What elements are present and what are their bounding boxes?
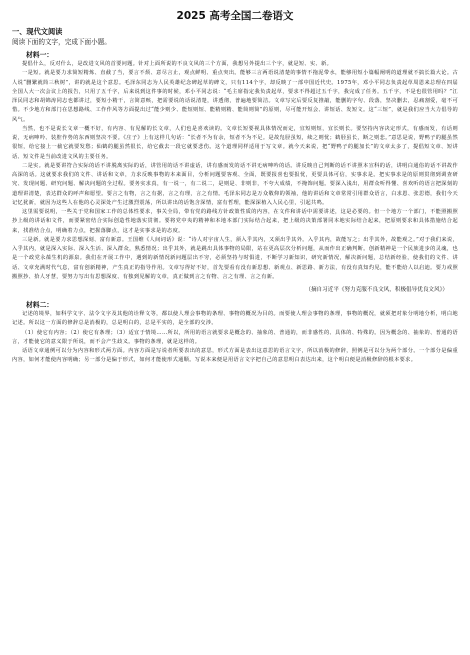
material-two-paragraph: 话语文章通例可以分为内容和形式两方面。内容方面是写说者所要表出的意思，形式方面是表出这意思的语言文字，所以消极的修辞，照例是可以分为两个部分。一个部分是偏重内容，如何才能使内容明确；另一部分是偏于形式，如何才能使形式通顺。写说本来便是用语言文字把自己的意思明白表达出来，这个明白便是消极修辞的根本要求。 [12,348,458,364]
material-one-paragraph: 提倡什么，反对什么，是改进文风的首要问题。针对上面所说的不良文风的三个方面，我想另外提出三个字，就是短、实、新。 [22,61,333,67]
material-one-paragraph: 二是实。就是要讲符合实际的话不讲脱离实际的话，讲管用的话不讲虚话，讲有感而发的话不讲无病呻吟的话。讲反映自己判断的话不讲照本宣科的话，讲明白通俗的话不讲故作高深的话。这就要求我们的文件、讲话和文章，力求反映事物的本来面目，分析问题要客观、全面，既要报喜也要报忧，更要具体可信，实事求是。把实事求是的原则贯彻到调查研究、发现问题、研究问题、解决问题的全过程。要务实求真，有一说一，有二说二，是则是、非则非，不夸大成绩，不掩饰问题。要深入浅出，用群众听得懂、喜欢听的语言把深刻的道理讲清楚，表达群众的呼声和愿望。要言之有物，言之有据，言之有理，言之有情。毛泽东同志是万众敬仰的领袖，他的讲话和文章常常引用群众语言，白求恩、张思德，我们今天记忆犹新，就因为这些人在他的心灵深处产生过激烈震荡，所以讲出的话饱含深情，富有哲理，能深深植入人民心里，引起共鸣。 [12,162,458,206]
material-one-paragraph: 这里需要说明，一些关于党和国家工作的总体性要求，事关全局，带有党的路线方针政策性质的内容，在文件和讲话中需要讲述，这是必要的。但一个地方一个部门，不能照搬照抄上级的讲话和文件，而要紧密结合实际创造性地落实贯彻。要将党中央的精神和本地本部门实际结合起来，把上级的决策部署同本地实际结合起来，把原则要求和具体措施结合起来，找准结合点，明确着力点，把握落脚点，这才是实事求是的态度。 [12,209,458,234]
material-two-label: 材料二： [26,301,54,309]
material-two-paragraph: （1）使它有内容；（2）使它有条理；（3）适宜于情境……所以，所用的语言就要求是概念的、抽象的、普通的，而非感性的、具体的、特殊的。因为概念的、抽象的、普通的语言，才能使它的意义限于所说，而不会产生歧义。事物的条理，就是这样的。 [12,329,458,345]
instruction-text: 阅读下面的文字，完成下面小题。 [12,38,111,46]
material-one-paragraph: 当然，也不是说长文章一概不好，有内容、有见解的长文章，人们也是喜欢读的。文章长短要视具体情况而定，宜短则短，宜长则长。要坚持内容决定形式，有感而发，有话则说，无病呻吟、装腔作势的东西则坚决不要。《庄子》上有这样几句话：“长者不为有余，短者不为不足。是故凫胫虽短，续之则忧；鹤胫虽长，断之则悲。”意思是说，野鸭子的腿虽然很短，给它接上一截它就要发愁；仙鹤的腿虽然很长，给它截去一段它就要悲伤。这个道理同样适用于写文章。就今天来说，把“野鸭子的腿加长”的文章太多了，提倡短文章、短讲话、短文件是当前改进文风的主要任务。 [12,125,458,160]
material-one-paragraph: 三是新。就是要力求思想深刻、富有新意。王国维《人间词话》说：“诗人对宇宙人生，须入乎其内，又须出乎其外。入乎其内，故能写之；出乎其外，故能观之。”对于我们来说，入乎其内，就是深入实际、深入生活、深入群众，熟悉情况；出乎其外，就是跳出具体事物的局限，站在更高层次分析问题，从而作出正确判断。创新精神是一个民族进步的灵魂，也是一个政党永葆生机的源泉。我们在开展工作中，遇到的新情况新问题层出不穷，必须坚持与时俱进，不断学习新知识，研究新情况，解决新问题，总结新经验，使我们的文件、讲话、文章充满时代气息，富有创新精神，产生真正的指导作用。文章写得好不好，首先要看有没有新思想、新观点、新思路、新方法，有没有真知灼见，能不能给人以启迪。要力戒照搬照抄、拾人牙慧，要努力写出有思想深度、有独到见解的文章，真正做到言之有物、言之有理、言之有新。 [12,236,458,280]
material-one-paragraph: 一是短。就是要力求简短精炼、直截了当，要言不烦、意尽言止，观点鲜明、重点突出。能够三言两语说清楚的事情不拖泥带水，能够用短小篇幅阐明的道理就不搞长篇大论。古人说“删繁就简三秋树”，讲的就是这个意思。毛泽东同志为人民英雄纪念碑起草的碑文，只有114个字，却反映了一部中国近代史。1975年，邓小平同志负责起草周恩来总理在四届全国人大一次会议上的报告，只用了五千字，后来说到这件事的时候，邓小平同志说：“毛主席指定我负责起草，要求不得超过五千字，我完成了任务。五千字，不是也很管用吗？”江泽民同志和胡锦涛同志也都讲过，要短小精干，言简意赅，把需要说的话说清楚，讲透彻，普遍地要简洁。文章写完后要反复推敲，能删的字句、段落，坚决删去，忍痛割爱，毫不可惜。不少地方和部门在思想路线、工作作风等方面提出过“能少则少、能短则短、能精则精、能简则简”的原则，尽可能开短会、讲短话、发短文。这“三短”，就是我们应当大力倡导的风气。 [12,70,458,123]
section-heading: 一、现代文阅读 [12,27,63,36]
material-one-label: 材料一： [26,51,54,59]
material-one-source: （摘自习近平《努力克服不良文风，积极倡导优良文风》） [305,287,448,293]
material-two-paragraph: 记述的境界，如科学文字、法令文字及其他的诠释文等，都以使人理会事物的条理、事物的概况为目的。而要使人理会事物的条理，事物的概况，就须把对象分明地分析，明白地记述。所以这一方面的修辞总是消极的，总是明白的，总是平实的，是全部的交涉。 [12,311,458,327]
page-title: 2025 高考全国二卷语文 [176,10,294,22]
